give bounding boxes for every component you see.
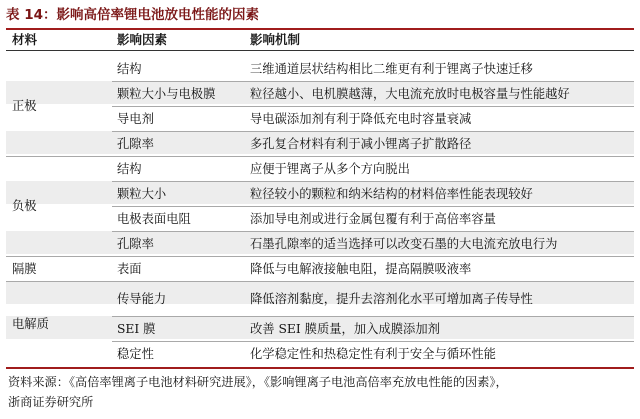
mechanism-cell: 导电碳添加剂有利于降低充电时容量衰减 — [250, 112, 472, 126]
source-institution: 浙商证券研究所 — [8, 395, 94, 409]
bottom-rule — [6, 367, 634, 369]
factor-cell: 孔隙率 — [117, 137, 154, 151]
factor-cell: 颗粒大小与电极膜 — [117, 87, 216, 101]
material-separator: 隔膜 — [12, 262, 37, 276]
factor-cell: 导电剂 — [117, 112, 154, 126]
mechanism-cell: 粒径较小的颗粒和纳米结构的材料倍率性能表现较好 — [250, 187, 533, 201]
header-mechanism: 影响机制 — [250, 32, 301, 47]
factor-cell: SEI 膜 — [117, 322, 156, 336]
mechanism-cell: 石墨孔隙率的适当选择可以改变石墨的大电流充放电行为 — [250, 237, 558, 251]
mechanism-cell: 粒径越小、电机膜越薄，大电流充放时电极容量与性能越好 — [250, 87, 570, 101]
header-material: 材料 — [12, 32, 38, 47]
top-rule — [6, 28, 634, 30]
group-separator — [6, 281, 634, 282]
mechanism-cell: 改善 SEI 膜质量，加入成膜添加剂 — [250, 322, 440, 336]
header-factor: 影响因素 — [117, 32, 168, 47]
mechanism-cell: 降低与电解液接触电阻，提高隔膜吸液率 — [250, 262, 472, 276]
mechanism-cell: 多孔复合材料有利于减小锂离子扩散路径 — [250, 137, 472, 151]
source-line: 资料来源：《高倍率锂离子电池材料研究进展》，《影响锂离子电池高倍率充放电性能的因素》， — [8, 375, 508, 389]
factor-cell: 稳定性 — [117, 347, 154, 361]
mechanism-cell: 添加导电剂或进行金属包覆有利于高倍率容量 — [250, 212, 496, 226]
source-note — [8, 372, 636, 412]
mechanism-cell: 三维通道层状结构相比二维更有利于锂离子快速迁移 — [250, 62, 533, 76]
header-rule — [6, 50, 634, 51]
material-anode: 负极 — [12, 199, 37, 213]
factor-cell: 颗粒大小 — [117, 187, 167, 201]
mechanism-cell: 应便于锂离子从多个方向脱出 — [250, 162, 410, 176]
factor-cell: 传导能力 — [117, 292, 167, 306]
table-title: 表 14：影响高倍率锂电池放电性能的因素 — [6, 7, 259, 23]
factor-cell: 表面 — [117, 262, 142, 276]
material-cathode: 正极 — [12, 99, 37, 113]
material-electrolyte: 电解质 — [12, 317, 49, 331]
factor-cell: 结构 — [117, 62, 142, 76]
factor-cell: 结构 — [117, 162, 142, 176]
factor-cell: 孔隙率 — [117, 237, 154, 251]
factor-cell: 电极表面电阻 — [117, 212, 191, 226]
mechanism-cell: 降低溶剂黏度，提升去溶剂化水平可增加离子传导性 — [250, 292, 533, 306]
mechanism-cell: 化学稳定性和热稳定性有利于安全与循环性能 — [250, 347, 496, 361]
